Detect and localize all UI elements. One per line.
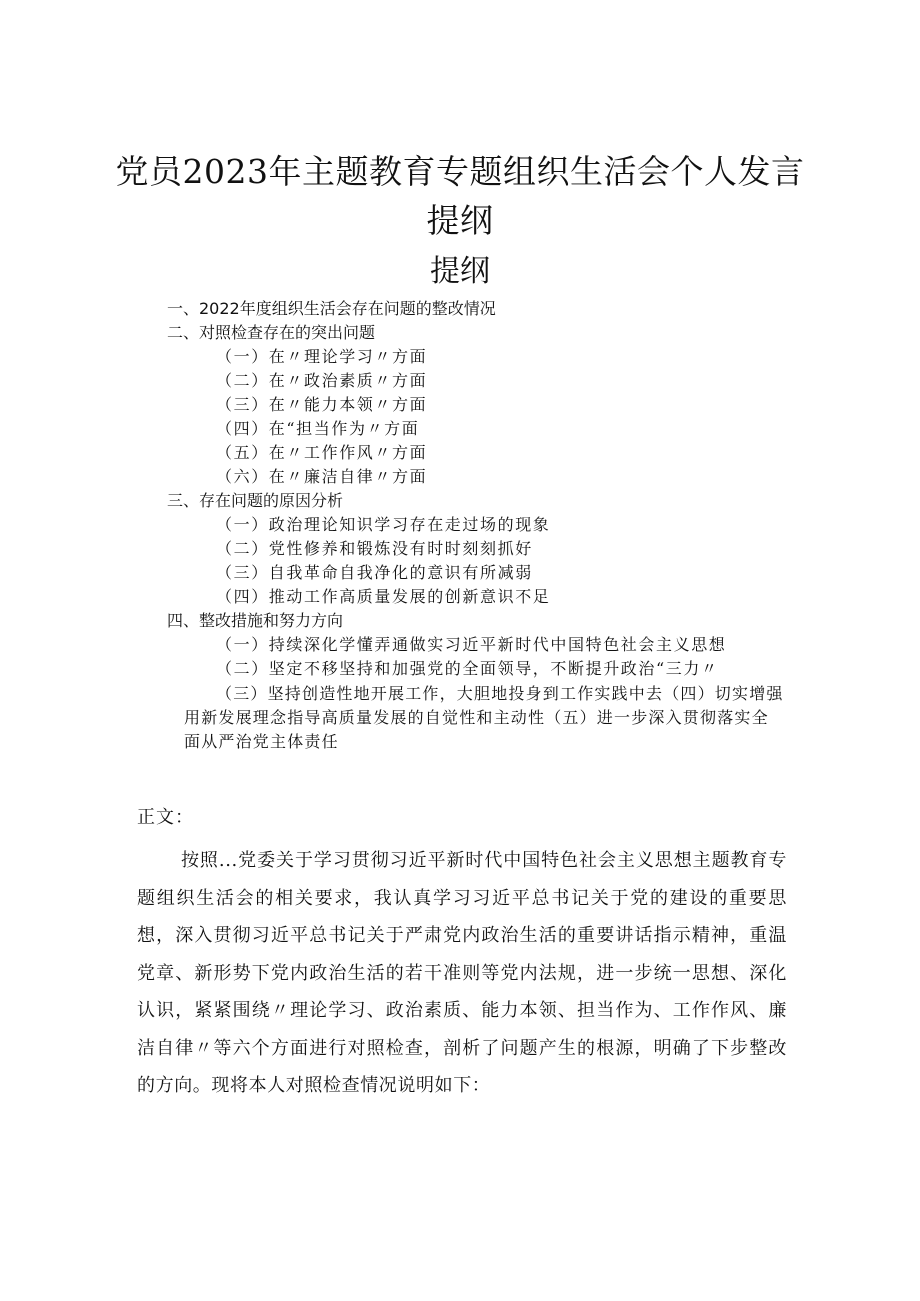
outline-item: （一）政治理论知识学习存在走过场的现象 bbox=[216, 515, 551, 534]
outline-item: （三）在〃能力本领〃方面 bbox=[216, 395, 428, 414]
outline-item: （一）在〃理论学习〃方面 bbox=[216, 347, 428, 366]
outline-heading-1: 一、2022年度组织生活会存在问题的整改情况 bbox=[167, 299, 496, 318]
outline-subtitle: 提纲 bbox=[430, 254, 490, 289]
body-paragraph: 按照...党委关于学习贯彻习近平新时代中国特色社会主义思想主题教育专题组织生活会的相关要求，我认真学习习近平总书记关于党的建设的重要思想，深入贯彻习近平总书记关于严肃党内政治生活的重要讲话指示精神，重温党章、新形势下党内政治生活的若干准则等党内法规，进一步统一思想、深化认识，紧紧围绕〃理论学习、政治素质、能力本领、担当作为、工作作风、廉洁自律〃等六个方面进行对照检查，剖析了问题产生的根源，明确了下步整改的方向。现将本人对照检查情况说明如下： bbox=[137, 850, 787, 1096]
outline-item-wrapped: （三）坚持创造性地开展工作，大胆地投身到工作实践中去（四）切实增强用新发展理念指导高质量发展的自觉性和主动性（五）进一步深入贯彻落实全面从严治党主体责任 bbox=[184, 684, 784, 751]
outline-item: （四）推动工作高质量发展的创新意识不足 bbox=[216, 587, 551, 606]
document-title-line1: 党员2023年主题教育专题组织生活会个人发言 bbox=[115, 152, 805, 191]
outline-heading-4: 四、整改措施和努力方向 bbox=[167, 611, 344, 630]
outline-item: （五）在〃工作作风〃方面 bbox=[216, 443, 428, 462]
body-label: 正文： bbox=[137, 807, 194, 828]
outline-heading-2: 二、对照检查存在的突出问题 bbox=[167, 323, 376, 342]
outline-item: （三）自我革命自我净化的意识有所减弱 bbox=[216, 563, 533, 582]
outline-item: （二）党性修养和锻炼没有时时刻刻抓好 bbox=[216, 539, 533, 558]
document-title-line2: 提纲 bbox=[426, 201, 494, 240]
outline-item: （一）持续深化学懂弄通做实习近平新时代中国特色社会主义思想 bbox=[216, 635, 727, 654]
outline-item: （二）在〃政治素质〃方面 bbox=[216, 371, 428, 390]
outline-item: （四）在“担当作为〃方面 bbox=[216, 419, 420, 438]
outline-item: （六）在〃廉洁自律〃方面 bbox=[216, 467, 428, 486]
outline-item: （二）坚定不移坚持和加强党的全面领导，不断提升政治“三力〃 bbox=[216, 659, 719, 678]
outline-heading-3: 三、存在问题的原因分析 bbox=[167, 491, 344, 510]
